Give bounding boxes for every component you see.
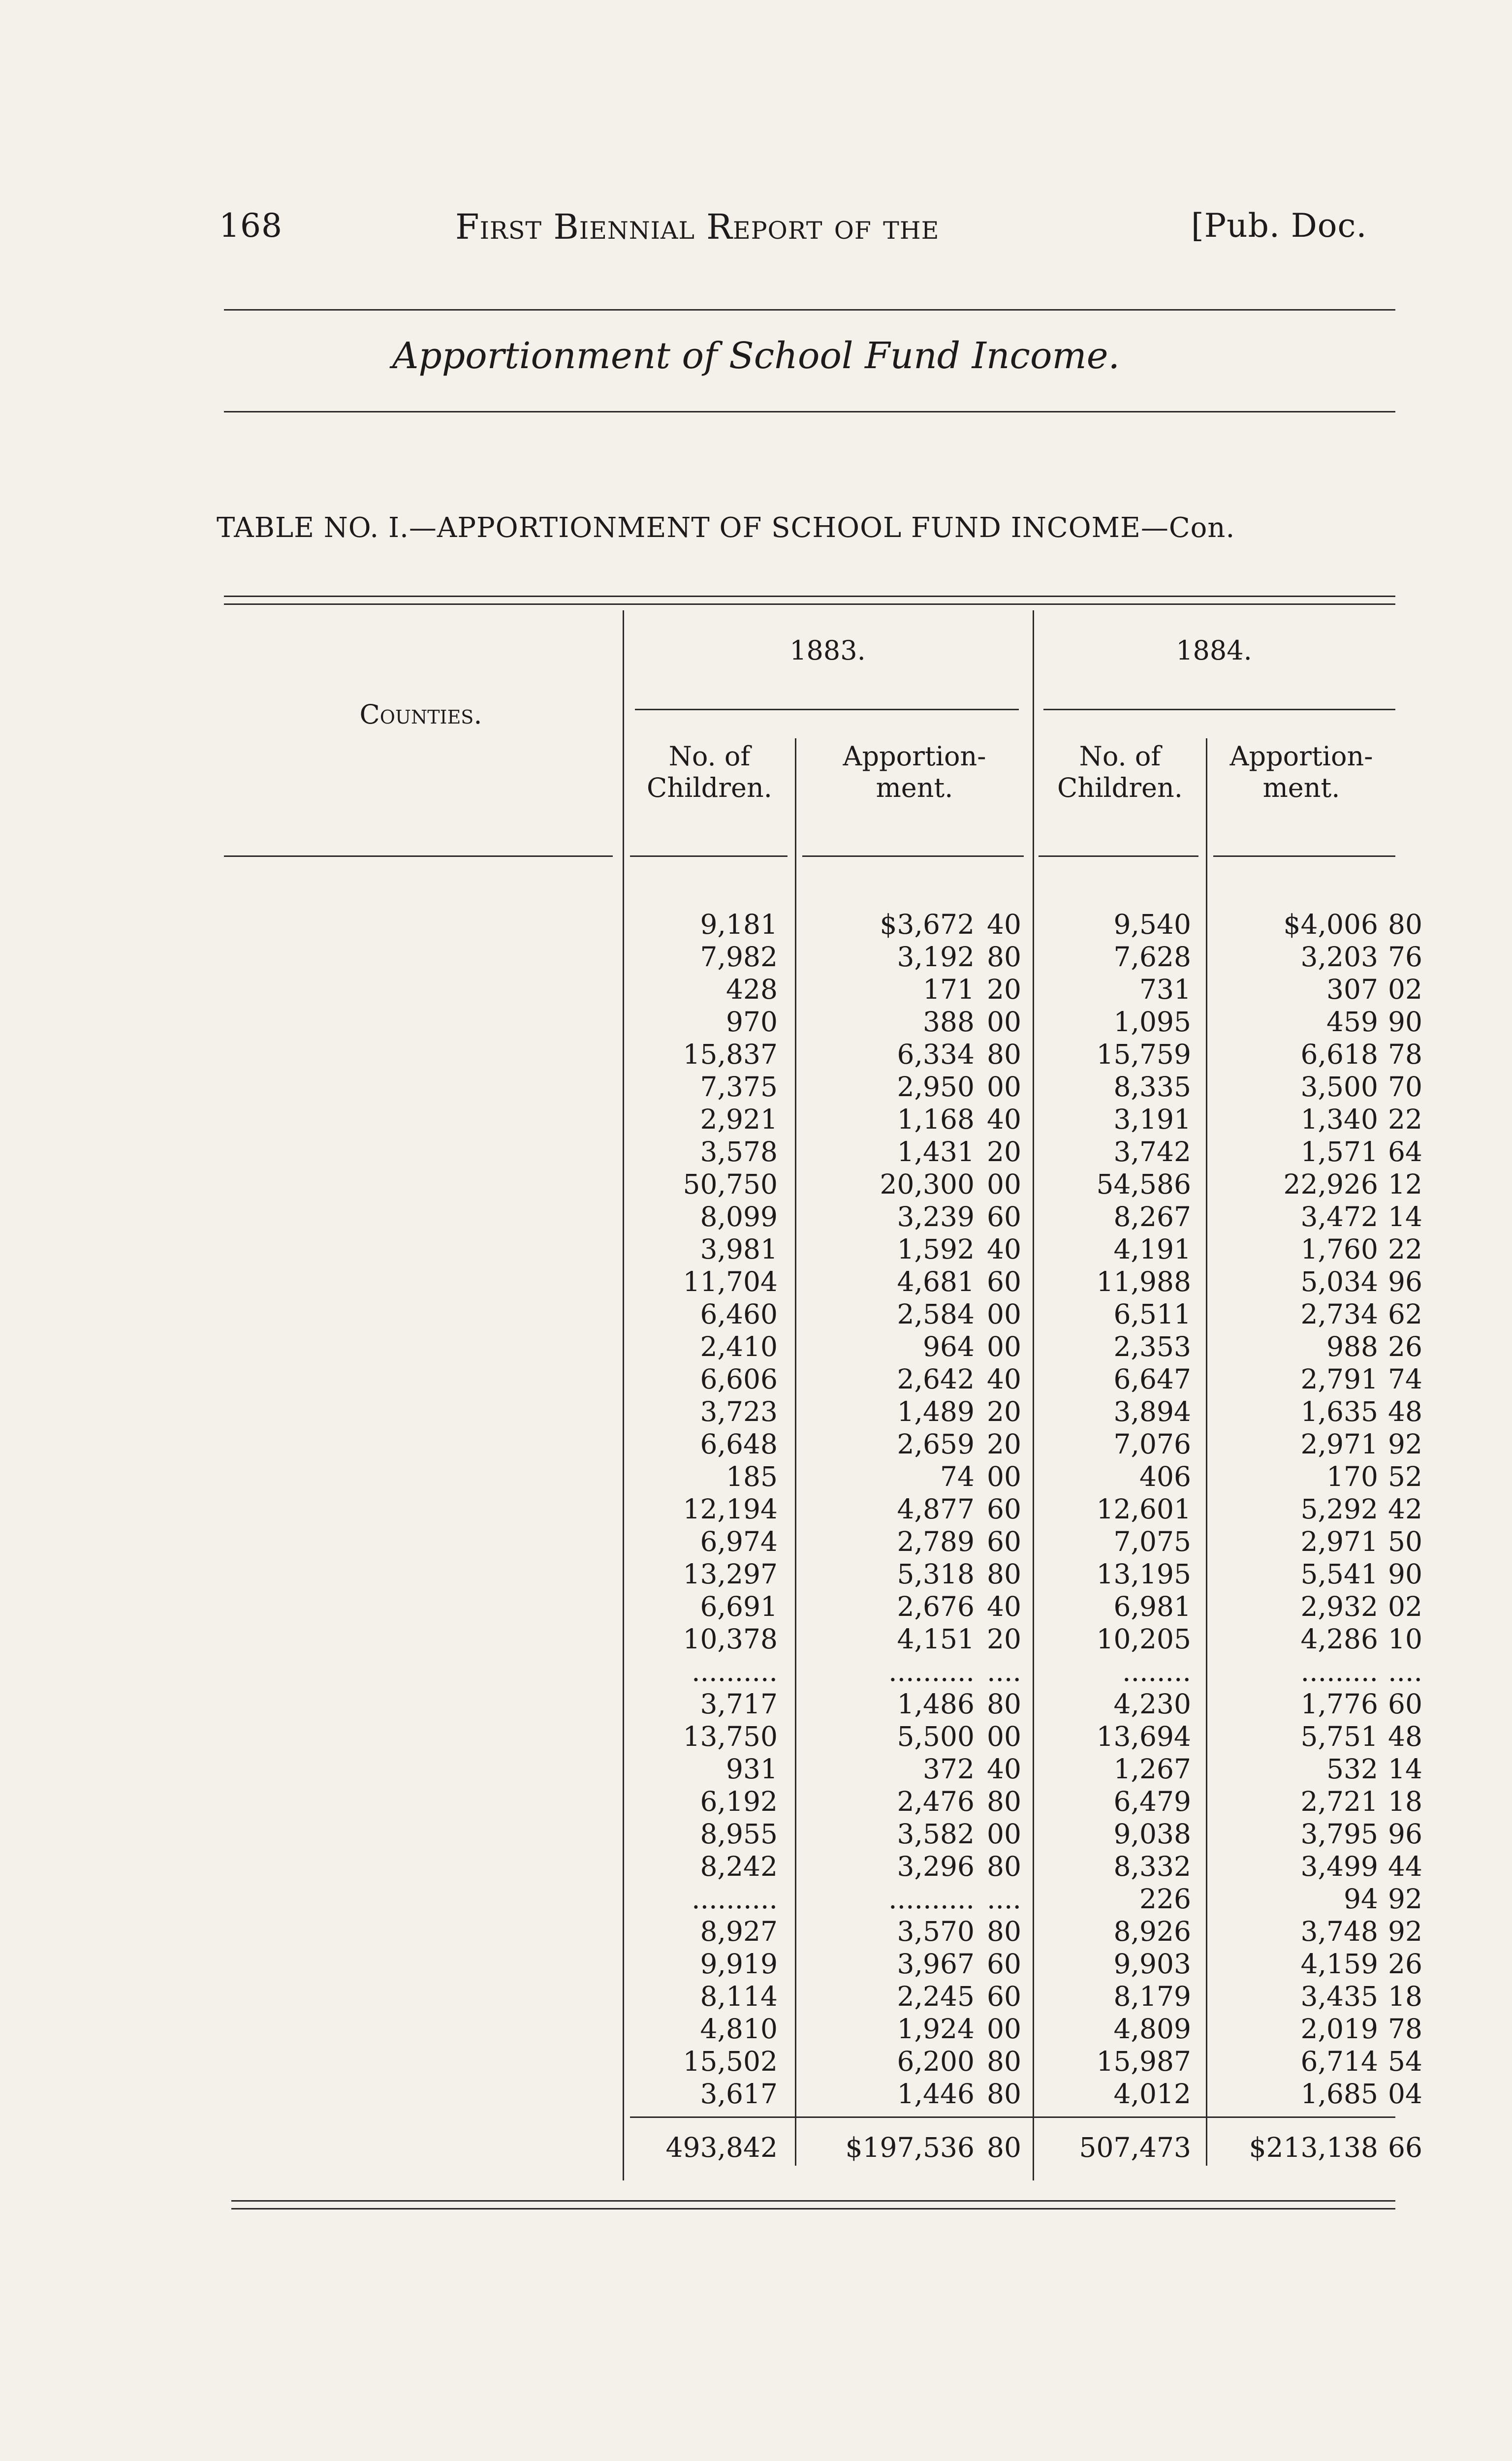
apportionment-1883-cents: 60 [987,1948,1021,1980]
apportionment-1884-cents: 76 [1388,941,1422,973]
children-1884: 4,191 [1113,1233,1191,1265]
table-row [0,1525,1512,1558]
apportionment-1883-dollars: 171 [923,974,975,1005]
table-row [0,1688,1512,1720]
children-1884: 731 [1139,974,1191,1005]
counties-column-header: Counties. [359,699,482,730]
header-bottom-rule [1039,855,1198,857]
table-row [0,908,1512,941]
children-1884: 6,981 [1113,1591,1191,1622]
apportionment-1884-cents: 42 [1388,1493,1422,1525]
total-rule [630,2116,1395,2118]
apportionment-1883-dollars: 1,924 [897,2013,975,2045]
children-1883: 3,717 [700,1688,778,1720]
children-1884: 13,195 [1096,1558,1191,1590]
total-children-1884: 507,473 [1079,2132,1191,2163]
apportionment-1884-dollars: 5,751 [1300,1721,1378,1752]
apportionment-1883-dollars: 20,300 [880,1168,975,1200]
table-row [0,1103,1512,1136]
apportionment-1883-cents: 40 [987,1363,1021,1395]
apportionment-1884-cents: 70 [1388,1071,1422,1103]
children-1884: ........ [1122,1656,1191,1687]
children-1883: 13,750 [683,1721,778,1752]
table-row [0,1200,1512,1233]
table-row [0,1233,1512,1265]
apportionment-1883-cents: 40 [987,909,1021,940]
table-row [0,1720,1512,1753]
apportionment-1883-cents: 20 [987,1136,1021,1167]
total-apportionment-1884-dollars: $213,138 [1249,2132,1378,2163]
table-top-rule [224,596,1395,597]
apportionment-1884-cents: 90 [1388,1006,1422,1038]
apportionment-1883-cents: 80 [987,1916,1021,1947]
apportionment-1883-cents: 80 [987,1039,1021,1070]
apportionment-1884-cents: 48 [1388,1721,1422,1752]
apportionment-1884-dollars: 3,472 [1300,1201,1378,1232]
apportionment-1884-cents: 96 [1388,1266,1422,1297]
apportionment-1884-cents: 96 [1388,1818,1422,1850]
apportionment-1883-dollars: 6,200 [897,2046,975,2077]
apportionment-1884-header: Apportion- ment. [1229,741,1373,803]
children-1884: 4,012 [1113,2078,1191,2110]
table-row [0,1915,1512,1948]
apportionment-1883-dollars: 372 [923,1753,975,1785]
apportionment-1884-dollars: 1,685 [1300,2078,1378,2110]
table-row [0,1071,1512,1103]
apportionment-1883-dollars: $3,672 [880,909,975,940]
no-children-1883-header: No. of Children. [647,741,772,803]
apportionment-1884-dollars: 1,635 [1300,1396,1378,1427]
page-number: 168 [219,207,283,245]
apportionment-1883-cents: 00 [987,1461,1021,1492]
apportionment-1883-dollars: 2,950 [897,1071,975,1103]
apportionment-1883-dollars: 2,659 [897,1428,975,1460]
apportionment-1883-dollars: 964 [923,1331,975,1362]
apportionment-1884-cents: 92 [1388,1428,1422,1460]
table-row [0,2078,1512,2110]
apportionment-1883-cents: 00 [987,1298,1021,1330]
children-1883: 6,460 [700,1298,778,1330]
apportionment-1883-dollars: 1,489 [897,1396,975,1427]
apportionment-1883-dollars: 3,192 [897,941,975,973]
children-1884: 2,353 [1113,1331,1191,1362]
apportionment-1883-dollars: 2,676 [897,1591,975,1622]
apportionment-1884-cents: 18 [1388,1786,1422,1817]
children-1884: 7,628 [1113,941,1191,973]
apportionment-1883-cents: 80 [987,1688,1021,1720]
table-row [0,973,1512,1006]
children-1883: 8,242 [700,1851,778,1882]
apportionment-1883-cents: 60 [987,1526,1021,1557]
apportionment-1883-cents: .... [987,1883,1021,1915]
children-1884: 7,076 [1113,1428,1191,1460]
apportionment-1883-dollars: 388 [923,1006,975,1038]
apportionment-1883-dollars: .......... [888,1883,975,1915]
apportionment-1884-dollars: 3,499 [1300,1851,1378,1882]
header-bottom-rule [802,855,1024,857]
apportionment-1884-dollars: ......... [1300,1656,1378,1687]
apportionment-1883-cents: 00 [987,1818,1021,1850]
apportionment-1884-dollars: 6,618 [1300,1039,1378,1070]
apportionment-1884-dollars: 170 [1326,1461,1378,1492]
table-row [0,1363,1512,1395]
children-1883: 9,919 [700,1948,778,1980]
children-1884: 13,694 [1096,1721,1191,1752]
apportionment-1883-cents: .... [987,1656,1021,1687]
apportionment-1883-dollars: 3,967 [897,1948,975,1980]
apportionment-1884-cents: 22 [1388,1233,1422,1265]
apportionment-1883-dollars: 3,570 [897,1916,975,1947]
table-row [0,2013,1512,2045]
apportionment-1883-cents: 00 [987,1721,1021,1752]
children-1884: 12,601 [1096,1493,1191,1525]
apportionment-1884-dollars: 94 [1344,1883,1378,1915]
apportionment-1884-dollars: 988 [1326,1331,1378,1362]
table-row [0,1395,1512,1428]
total-row [0,2131,1512,2164]
apportionment-1884-cents: 14 [1388,1753,1422,1785]
header-rule [224,309,1395,311]
children-1883: 15,502 [683,2046,778,2077]
apportionment-1883-dollars: 4,681 [897,1266,975,1297]
apportionment-1884-cents: 04 [1388,2078,1422,2110]
children-1884: 8,335 [1113,1071,1191,1103]
apportionment-1884-dollars: 6,714 [1300,2046,1378,2077]
apportionment-1884-dollars: 2,971 [1300,1428,1378,1460]
children-1883: 12,194 [683,1493,778,1525]
apportionment-1883-dollars: 4,151 [897,1623,975,1655]
apportionment-1883-cents: 40 [987,1233,1021,1265]
apportionment-1883-dollars: 4,877 [897,1493,975,1525]
apportionment-1884-cents: 92 [1388,1883,1422,1915]
apportionment-1884-cents: 78 [1388,2013,1422,2045]
table-top-rule-double [224,603,1395,605]
children-1884: 1,267 [1113,1753,1191,1785]
children-1883: 8,955 [700,1818,778,1850]
children-1883: 8,099 [700,1201,778,1232]
children-1884: 3,894 [1113,1396,1191,1427]
table-row [0,1785,1512,1818]
children-1883: 2,921 [700,1104,778,1135]
apportionment-1884-dollars: 459 [1326,1006,1378,1038]
children-1884: 4,230 [1113,1688,1191,1720]
children-1884: 6,511 [1113,1298,1191,1330]
children-1883: 2,410 [700,1331,778,1362]
children-1883: 50,750 [683,1168,778,1200]
apportionment-1883-dollars: 1,446 [897,2078,975,2110]
apportionment-1884-dollars: 2,019 [1300,2013,1378,2045]
apportionment-1884-cents: 14 [1388,1201,1422,1232]
page-subtitle: Apportionment of School Fund Income. [392,335,1120,377]
apportionment-1884-dollars: 2,971 [1300,1526,1378,1557]
children-1884: 54,586 [1096,1168,1191,1200]
apportionment-1884-dollars: 1,760 [1300,1233,1378,1265]
children-1883: 3,578 [700,1136,778,1167]
apportionment-1883-dollars: 74 [940,1461,975,1492]
apportionment-1883-cents: 80 [987,1851,1021,1882]
apportionment-1884-cents: 26 [1388,1331,1422,1362]
table-row [0,1655,1512,1688]
apportionment-1883-dollars: 2,789 [897,1526,975,1557]
apportionment-1884-dollars: 3,748 [1300,1916,1378,1947]
apportionment-1883-cents: 60 [987,1493,1021,1525]
apportionment-1883-cents: 00 [987,1071,1021,1103]
apportionment-1883-dollars: 3,582 [897,1818,975,1850]
children-1883: 15,837 [683,1039,778,1070]
year-1883-rule [635,709,1019,710]
apportionment-1884-cents: 74 [1388,1363,1422,1395]
children-1883: .......... [692,1883,778,1915]
apportionment-1884-dollars: 5,292 [1300,1493,1378,1525]
apportionment-1884-cents: 92 [1388,1916,1422,1947]
apportionment-1884-dollars: $4,006 [1283,909,1378,940]
table-bottom-rule-double [231,2208,1395,2209]
children-1883: 7,982 [700,941,778,973]
apportionment-1883-dollars: 2,584 [897,1298,975,1330]
apportionment-1884-cents: 18 [1388,1981,1422,2012]
apportionment-1883-dollars: 2,476 [897,1786,975,1817]
apportionment-1884-dollars: 3,203 [1300,941,1378,973]
apportionment-1884-dollars: 3,795 [1300,1818,1378,1850]
table-row [0,1330,1512,1363]
table-row [0,1168,1512,1200]
children-1884: 4,809 [1113,2013,1191,2045]
table-row [0,1558,1512,1590]
children-1883: 970 [726,1006,778,1038]
children-1883: 428 [726,974,778,1005]
apportionment-1883-cents: 00 [987,1331,1021,1362]
running-title: First Biennial Report of the [455,207,940,247]
children-1883: 185 [726,1461,778,1492]
apportionment-1884-dollars: 532 [1326,1753,1378,1785]
children-1884: 8,179 [1113,1981,1191,2012]
apportionment-1883-cents: 20 [987,974,1021,1005]
apportionment-1883-dollars: 3,296 [897,1851,975,1882]
publication-doc-label: [Pub. Doc. [1191,207,1367,245]
children-1884: 8,926 [1113,1916,1191,1947]
apportionment-1884-cents: 50 [1388,1526,1422,1557]
apportionment-1884-dollars: 2,932 [1300,1591,1378,1622]
table-row [0,1460,1512,1493]
apportionment-1884-dollars: 3,435 [1300,1981,1378,2012]
table-row [0,1298,1512,1330]
children-1883: 8,114 [700,1981,778,2012]
table-row [0,1850,1512,1883]
children-1883: 3,981 [700,1233,778,1265]
apportionment-1884-cents: 60 [1388,1688,1422,1720]
apportionment-1883-dollars: .......... [888,1656,975,1687]
children-1883: 8,927 [700,1916,778,1947]
total-apportionment-1883-dollars: $197,536 [845,2132,975,2163]
total-apportionment-1883-cents: 80 [987,2132,1021,2163]
children-1884: 8,332 [1113,1851,1191,1882]
apportionment-1884-dollars: 2,721 [1300,1786,1378,1817]
children-1883: 6,192 [700,1786,778,1817]
apportionment-1883-cents: 40 [987,1104,1021,1135]
apportionment-1884-dollars: 1,571 [1300,1136,1378,1167]
table-row [0,1590,1512,1623]
apportionment-1884-cents: 54 [1388,2046,1422,2077]
apportionment-1883-cents: 80 [987,2046,1021,2077]
children-1884: 15,759 [1096,1039,1191,1070]
header-bottom-rule [630,855,788,857]
header-bottom-rule [1213,855,1395,857]
children-1883: 6,648 [700,1428,778,1460]
apportionment-1884-cents: 44 [1388,1851,1422,1882]
table-row [0,1883,1512,1915]
apportionment-1883-cents: 20 [987,1396,1021,1427]
table-row [0,1818,1512,1850]
apportionment-1883-dollars: 5,318 [897,1558,975,1590]
apportionment-1884-dollars: 3,500 [1300,1071,1378,1103]
apportionment-1884-cents: 10 [1388,1623,1422,1655]
apportionment-1884-cents: 22 [1388,1104,1422,1135]
subtitle-rule [224,411,1395,412]
apportionment-1883-dollars: 6,334 [897,1039,975,1070]
apportionment-1883-dollars: 2,642 [897,1363,975,1395]
apportionment-1884-cents: 78 [1388,1039,1422,1070]
children-1884: 9,540 [1113,909,1191,940]
table-bottom-rule [231,2200,1395,2202]
apportionment-1884-cents: 90 [1388,1558,1422,1590]
children-1884: 10,205 [1096,1623,1191,1655]
apportionment-1884-dollars: 1,776 [1300,1688,1378,1720]
apportionment-1883-dollars: 1,168 [897,1104,975,1135]
apportionment-1884-dollars: 4,159 [1300,1948,1378,1980]
apportionment-1883-cents: 80 [987,2078,1021,2110]
apportionment-1884-dollars: 5,541 [1300,1558,1378,1590]
apportionment-1883-dollars: 1,431 [897,1136,975,1167]
apportionment-1884-dollars: 307 [1326,974,1378,1005]
header-bottom-rule [224,855,613,857]
apportionment-1883-dollars: 1,486 [897,1688,975,1720]
apportionment-1884-cents: 26 [1388,1948,1422,1980]
table-title: TABLE NO. I.—APPORTIONMENT OF SCHOOL FUND INCOME—Con. [217,512,1235,544]
apportionment-1883-cents: 60 [987,1266,1021,1297]
apportionment-1884-cents: .... [1388,1656,1422,1687]
apportionment-1884-cents: 12 [1388,1168,1422,1200]
apportionment-1883-dollars: 1,592 [897,1233,975,1265]
apportionment-1883-cents: 40 [987,1753,1021,1785]
total-children-1883: 493,842 [665,2132,778,2163]
children-1884: 9,038 [1113,1818,1191,1850]
apportionment-1884-cents: 52 [1388,1461,1422,1492]
children-1883: 11,704 [683,1266,778,1297]
table-row [0,1038,1512,1071]
apportionment-1884-dollars: 2,734 [1300,1298,1378,1330]
apportionment-1883-cents: 40 [987,1591,1021,1622]
apportionment-1883-cents: 20 [987,1623,1021,1655]
children-1883: 10,378 [683,1623,778,1655]
apportionment-1883-cents: 00 [987,1168,1021,1200]
apportionment-1884-cents: 48 [1388,1396,1422,1427]
table-row [0,2045,1512,2078]
children-1883: 3,617 [700,2078,778,2110]
children-1884: 1,095 [1113,1006,1191,1038]
apportionment-1883-cents: 80 [987,1786,1021,1817]
table-row [0,1428,1512,1460]
children-1883: 6,691 [700,1591,778,1622]
apportionment-1883-header: Apportion- ment. [843,741,986,803]
table-row [0,1623,1512,1655]
children-1884: 3,191 [1113,1104,1191,1135]
children-1883: 4,810 [700,2013,778,2045]
table-row [0,1948,1512,1980]
apportionment-1883-cents: 20 [987,1428,1021,1460]
apportionment-1883-cents: 60 [987,1981,1021,2012]
table-row [0,1265,1512,1298]
apportionment-1883-cents: 80 [987,941,1021,973]
apportionment-1884-cents: 02 [1388,1591,1422,1622]
apportionment-1884-dollars: 1,340 [1300,1104,1378,1135]
table-row [0,1980,1512,2013]
table-row [0,1753,1512,1785]
table-row [0,941,1512,973]
apportionment-1884-dollars: 5,034 [1300,1266,1378,1297]
table-row [0,1136,1512,1168]
children-1883: 6,606 [700,1363,778,1395]
apportionment-1883-cents: 00 [987,1006,1021,1038]
total-apportionment-1884-cents: 66 [1388,2132,1422,2163]
children-1883: 7,375 [700,1071,778,1103]
apportionment-1884-cents: 02 [1388,974,1422,1005]
apportionment-1883-cents: 80 [987,1558,1021,1590]
children-1884: 15,987 [1096,2046,1191,2077]
apportionment-1883-dollars: 3,239 [897,1201,975,1232]
apportionment-1884-cents: 80 [1388,909,1422,940]
year-1884-header: 1884. [1176,635,1252,666]
children-1883: 9,181 [700,909,778,940]
apportionment-1883-dollars: 5,500 [897,1721,975,1752]
apportionment-1884-dollars: 2,791 [1300,1363,1378,1395]
apportionment-1884-cents: 62 [1388,1298,1422,1330]
children-1884: 3,742 [1113,1136,1191,1167]
children-1883: 3,723 [700,1396,778,1427]
children-1883: 931 [726,1753,778,1785]
apportionment-1883-cents: 60 [987,1201,1021,1232]
children-1884: 226 [1139,1883,1191,1915]
apportionment-1884-dollars: 22,926 [1283,1168,1378,1200]
children-1884: 6,479 [1113,1786,1191,1817]
apportionment-1884-cents: 64 [1388,1136,1422,1167]
children-1883: .......... [692,1656,778,1687]
children-1884: 7,075 [1113,1526,1191,1557]
children-1884: 406 [1139,1461,1191,1492]
children-1883: 6,974 [700,1526,778,1557]
children-1884: 11,988 [1096,1266,1191,1297]
apportionment-1883-dollars: 2,245 [897,1981,975,2012]
year-1883-header: 1883. [789,635,866,666]
apportionment-1884-dollars: 4,286 [1300,1623,1378,1655]
apportionment-1883-cents: 00 [987,2013,1021,2045]
children-1883: 13,297 [683,1558,778,1590]
children-1884: 9,903 [1113,1948,1191,1980]
table-row [0,1493,1512,1525]
children-1884: 8,267 [1113,1201,1191,1232]
year-1884-rule [1043,709,1395,710]
table-row [0,1006,1512,1038]
children-1884: 6,647 [1113,1363,1191,1395]
no-children-1884-header: No. of Children. [1057,741,1183,803]
